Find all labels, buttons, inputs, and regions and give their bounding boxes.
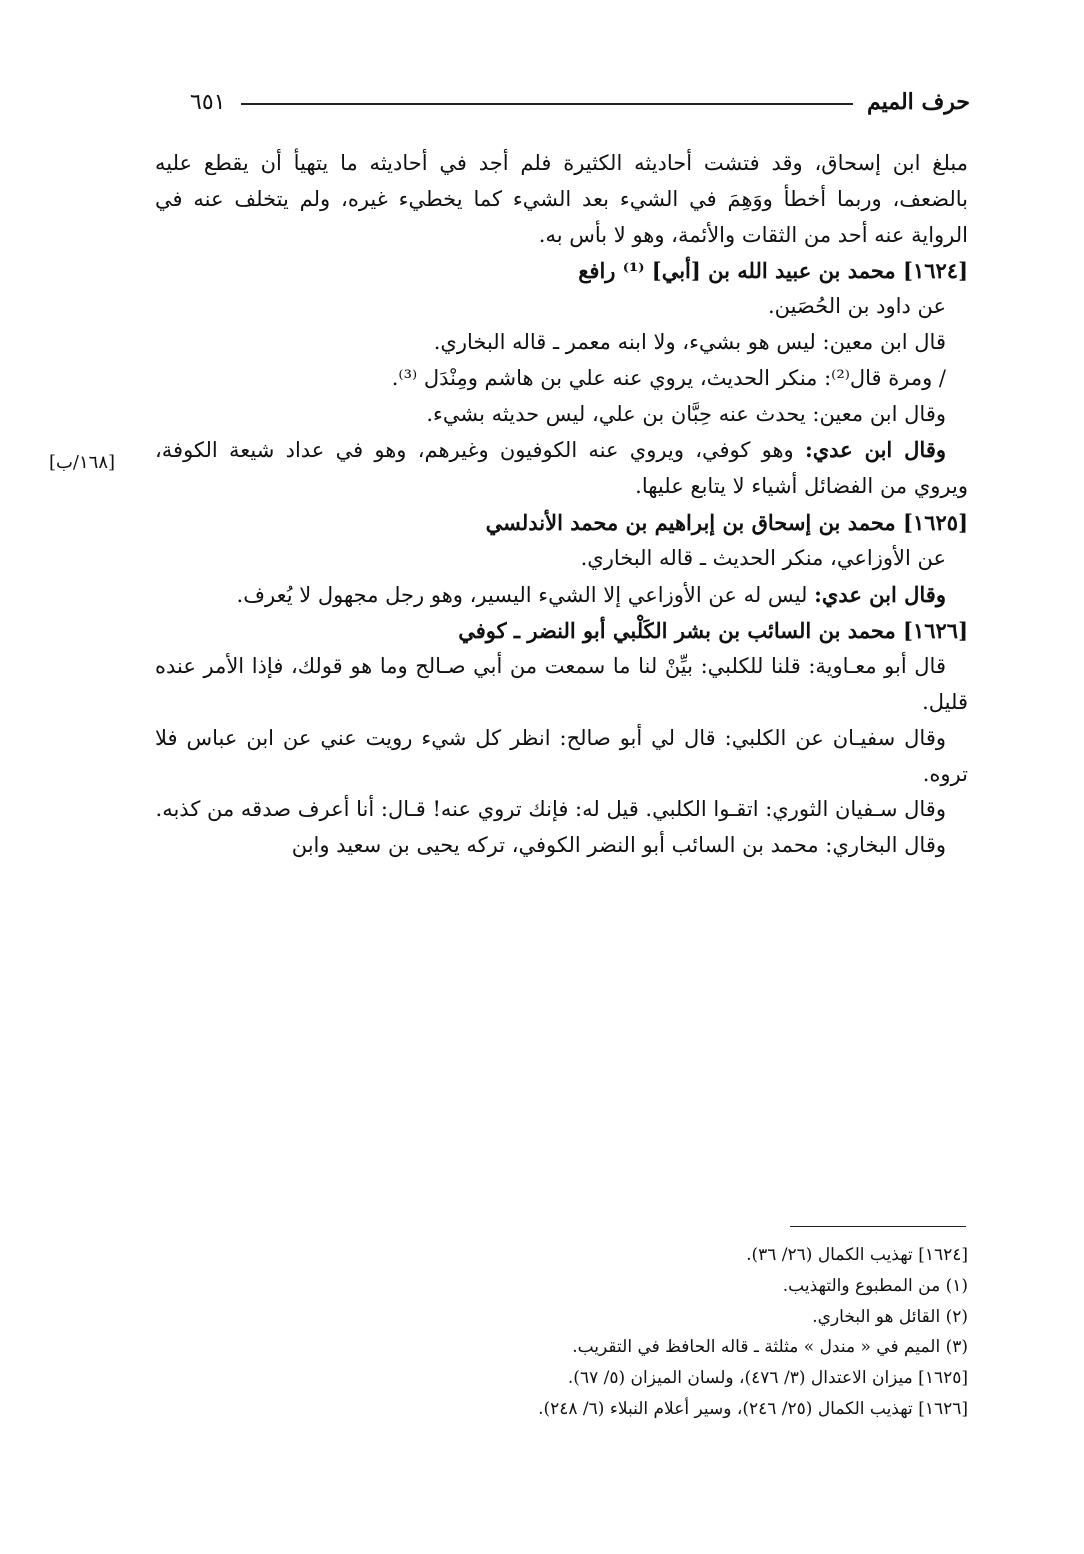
entry-heading-1624: [١٦٢٤] محمد بن عبيد الله بن [أبي] ⁽¹⁾ رافع <box>578 258 968 284</box>
page-number: ٦٥١ <box>190 89 226 115</box>
entry-heading-1625: [١٦٢٥] محمد بن إسحاق بن إبراهيم بن محمد الأندلسي <box>485 509 968 535</box>
speaker-lead: وقال ابن عدي: <box>814 581 946 607</box>
paragraph-text: ليس له عن الأوزاعي إلا الشيء اليسير، وهو رجل مجهول لا يُعرف. <box>236 582 815 607</box>
paragraph: مبلغ ابن إسحاق، وقد فتشت أحاديثه الكثيرة فلم أجد في أحاديثه ما يتهيأ أن يقطع عليه بالضعف، وربما أخطأ ووَهِمَ في الشيء بعد الشيء كما يخطيء غيره، ولم يتخلف عنه في الرواية عنه أحد من الثقات والأئمة، وهو لا بأس به. <box>155 151 968 247</box>
manuscript-folio-note: [١٦٨/ب] <box>48 452 116 473</box>
footnote-divider <box>790 1226 966 1227</box>
header-rule <box>241 103 853 105</box>
paragraph-text: وهو كوفي، ويروي عنه الكوفيون وغيرهم، وهو في عداد شيعة الكوفة، ويروي من الفضائل أشياء لا يتابع عليها. <box>155 438 968 499</box>
paragraph: عن داود بن الحُصَين. <box>767 294 946 319</box>
running-header <box>190 82 970 122</box>
footnote: (١) من المطبوع والتهذيب. <box>782 1275 968 1296</box>
paragraph: عن الأوزاعي، منكر الحديث ـ قاله البخاري. <box>580 545 946 570</box>
paragraph: قال ابن معين: ليس هو بشيء، ولا ابنه معمر ـ قاله البخاري. <box>433 329 946 354</box>
paragraph: وقال سفيـان عن الكلبي: قال لي أبو صالح: انظر كل شيء رويت عني عن ابن عباس فلا تروه. <box>155 725 968 786</box>
paragraph <box>155 577 968 614</box>
entry-heading-1626: [١٦٢٦] محمد بن السائب بن بشر الكَلْبي أبو النضر ـ كوفي <box>458 618 968 644</box>
footnotes <box>155 1240 968 1425</box>
paragraph: وقال سـفيان الثوري: اتقـوا الكلبي. قيل له: فإنك تروي عنه! قـال: أنا أعرف صدقه من كذبه. <box>155 797 946 822</box>
footnote: [١٦٢٥] ميزان الاعتدال (٣/ ٤٧٦)، ولسان الميزان (٥/ ٦٧). <box>567 1368 968 1389</box>
paragraph: وقال البخاري: محمد بن السائب أبو النضر الكوفي، تركه يحيى بن سعيد وابن <box>291 833 946 858</box>
footnote: [١٦٢٦] تهذيب الكمال (٢٥/ ٢٤٦)، وسير أعلام النبلاء (٦/ ٢٤٨). <box>538 1398 968 1419</box>
paragraph: وقال ابن معين: يحدث عنه حِبَّان بن علي، ليس حديثه بشيء. <box>426 401 946 426</box>
main-text <box>155 146 968 864</box>
footnote: (٢) القائل هو البخاري. <box>812 1306 968 1327</box>
footnote: [١٦٢٤] تهذيب الكمال (٢٦/ ٣٦). <box>746 1245 968 1265</box>
paragraph <box>155 432 968 505</box>
paragraph: قال أبو معـاوية: قلنا للكلبي: بيِّنْ لنا ما سمعت من أبي صـالح وما هو قولك، فإذا الأمر عنده قليل. <box>155 654 968 714</box>
footnote: (٣) الميم في « مندل » مثلثة ـ قاله الحافظ في التقريب. <box>572 1337 968 1358</box>
speaker-lead: وقال ابن عدي: <box>804 437 946 463</box>
chapter-title: حرف الميم <box>866 89 970 115</box>
paragraph: / ومرة قال⁽²⁾: منكر الحديث، يروي عنه علي بن هاشم ومِنْدَل ⁽³⁾. <box>391 365 946 390</box>
